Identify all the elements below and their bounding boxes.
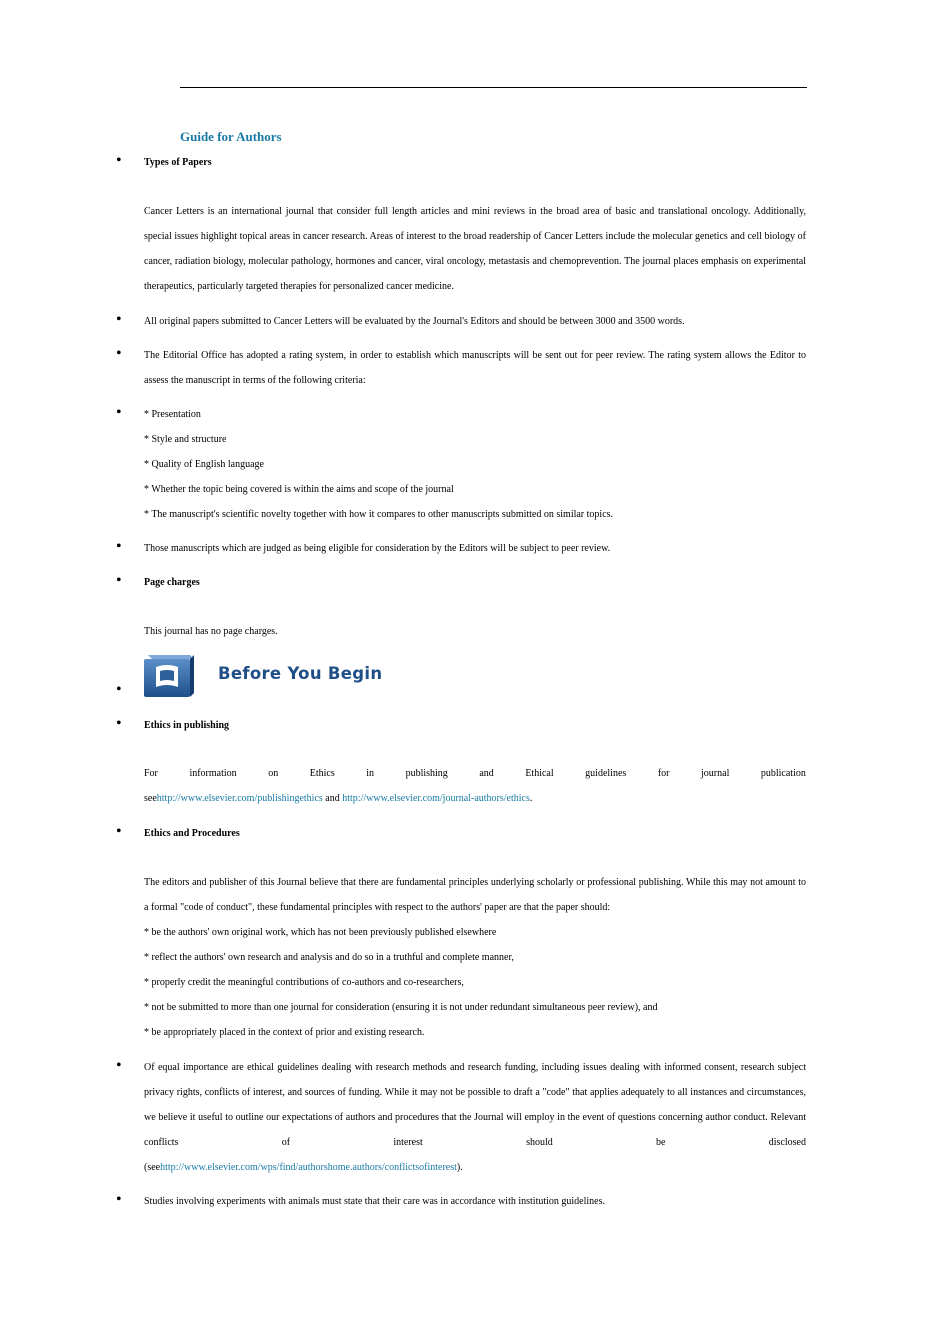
word: journal: [701, 768, 730, 779]
word: on: [268, 768, 279, 779]
word: publication: [760, 768, 806, 779]
bullet: •: [116, 572, 122, 589]
journal-authors-ethics-link[interactable]: http://www.elsevier.com/journal-authors/ethics: [342, 793, 530, 804]
word: publishing: [405, 768, 448, 779]
equal-importance-paragraph: [144, 1055, 806, 1180]
list-item: * The manuscript's scientific novelty together with how it compares to other manuscripts submitted on similar topics.: [144, 509, 614, 520]
word: For: [144, 768, 158, 779]
ethics-procedures-body: [144, 870, 806, 1045]
bullet: •: [116, 1057, 122, 1074]
word: guidelines: [585, 768, 627, 779]
ethics-procedures-heading: Ethics and Procedures: [144, 828, 240, 839]
top-rule: [180, 87, 807, 88]
publishing-ethics-link[interactable]: http://www.elsevier.com/publishingethics: [156, 793, 323, 804]
ethics-procedures-paragraph: The editors and publisher of this Journal believe that there are fundamental principles underlying scholarly or professional publishing. While this may not amount to a formal "code of conduct", these fundamental principles with respect to the authors' paper are that the paper should:: [144, 877, 806, 913]
word: Ethical: [525, 768, 554, 779]
list-item: * Whether the topic being covered is within the aims and scope of the journal: [144, 484, 454, 495]
list-item: * properly credit the meaningful contributions of co-authors and co-researchers,: [144, 977, 464, 988]
list-item: * reflect the authors' own research and analysis and do so in a truthful and complete manner,: [144, 952, 514, 963]
conflicts-line: [144, 1155, 806, 1180]
equal-importance-text: Of equal importance are ethical guidelines dealing with research methods and research funding, including issues dealing with informed consent, research subject privacy rights, conflicts of interest, and sources of funding. While it may not be possible to draft a "code" that applies adequately to all instances and circumstances, we believe it useful to outline our expectations of authors and procedures that the Journal will employ in the event of questions concerning author conduct. Relevant conflicts of interest should be disclosed: [144, 1062, 806, 1148]
bullet: •: [116, 404, 122, 421]
types-of-papers-paragraph: Cancer Letters is an international journal that consider full length articles and mini reviews in the broad area of basic and translational oncology. Additionally, special issues highlight topical areas in cancer research. Areas of interest to the broad readership of Cancer Letters include the molecular genetics and cell biology of cancer, radiation biology, molecular pathology, hormones and cancer, viral oncology, metastasis and chemoprevention. The journal places emphasis on experimental therapeutics, particularly targeted therapies for personalized cancer medicine.: [144, 206, 806, 292]
page-charges-text: This journal has no page charges.: [144, 626, 278, 637]
ethics-publishing-heading: Ethics in publishing: [144, 720, 230, 731]
bullet: •: [116, 681, 122, 698]
list-item: * Presentation: [144, 409, 201, 420]
rating-system-text: The Editorial Office has adopted a rating system, in order to establish which manuscripts will be sent out for peer review. The rating system allows the Editor to assess the manuscript in terms of the following criteria:: [144, 350, 806, 386]
ethics-publishing-line1: [144, 761, 806, 786]
list-item: * be appropriately placed in the context of prior and existing research.: [144, 1027, 425, 1038]
page-charges-heading: Page charges: [144, 577, 200, 588]
close-paren-text: ).: [456, 1162, 463, 1173]
word: Ethics: [309, 768, 335, 779]
bullet: •: [116, 823, 122, 840]
eligible-text: Those manuscripts which are judged as being eligible for consideration by the Editors will be subject to peer review.: [144, 543, 611, 554]
ethics-publishing-paragraph: [144, 761, 806, 811]
original-papers-text: All original papers submitted to Cancer Letters will be evaluated by the Journal's Editors and should be between 3000 and 3500 words.: [144, 316, 685, 327]
list-item: * Quality of English language: [144, 459, 264, 470]
bullet: •: [116, 1191, 122, 1208]
see-text: see: [144, 793, 157, 804]
criteria-list: [144, 402, 806, 527]
bullet: •: [116, 152, 122, 169]
list-item: * not be submitted to more than one journal for consideration (ensuring it is not under redundant simultaneous peer review), and: [144, 1002, 658, 1013]
bullet: •: [116, 538, 122, 555]
page-title: Guide for Authors: [180, 129, 282, 144]
list-item: * Style and structure: [144, 434, 227, 445]
conflicts-of-interest-link[interactable]: http://www.elsevier.com/wps/find/authorshome.authors/conflictsofinterest: [160, 1162, 457, 1173]
see-text: (see: [144, 1162, 161, 1173]
word: information: [189, 768, 237, 779]
types-of-papers-heading: Types of Papers: [144, 157, 212, 168]
period-text: .: [529, 793, 533, 804]
ethics-publishing-line2: [144, 786, 806, 811]
and-text: and: [322, 793, 343, 804]
list-item: * be the authors' own original work, which has not been previously published elsewhere: [144, 927, 497, 938]
bullet: •: [116, 345, 122, 362]
bullet: •: [116, 715, 122, 732]
before-you-begin-label: Before You Begin: [218, 664, 383, 683]
word: in: [366, 768, 375, 779]
bullet: •: [116, 311, 122, 328]
word: and: [479, 768, 494, 779]
word: for: [657, 768, 670, 779]
animals-text: Studies involving experiments with animals must state that their care was in accordance with institution guidelines.: [144, 1196, 606, 1207]
